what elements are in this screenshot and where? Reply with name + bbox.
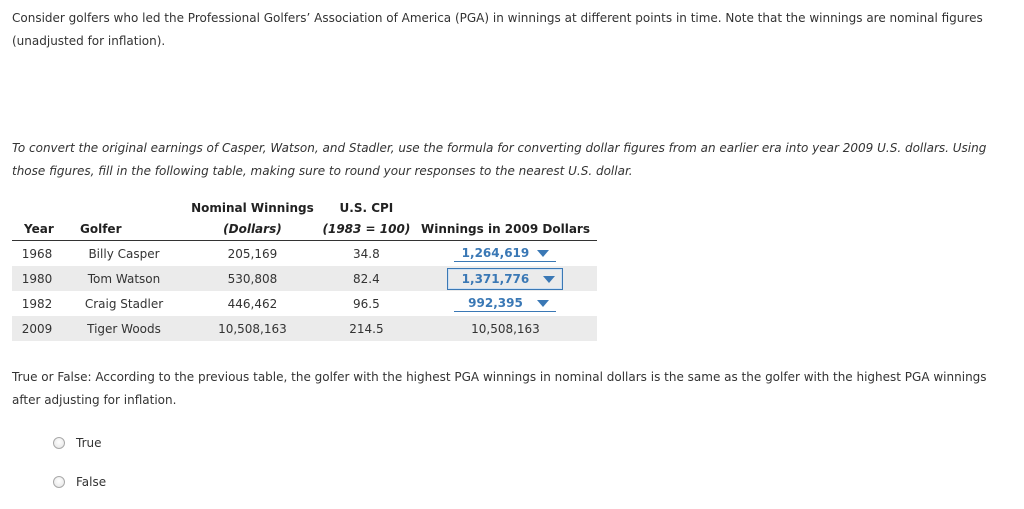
adjusted-dropdown-stadler[interactable] — [454, 295, 556, 312]
header-adjusted: Winnings in 2009 Dollars — [414, 218, 597, 241]
radio-true[interactable] — [53, 437, 65, 449]
intro-text: Consider golfers who led the Professional Golfers’ Association of America (PGA) in winnings at different points in time. Note that the winnings are nominal figures (unadjusted for inflation). — [12, 11, 983, 48]
adjusted-dropdown-casper[interactable] — [454, 245, 556, 262]
dropdown-value: 1,264,619 — [461, 246, 530, 260]
cell-year: 2009 — [12, 316, 62, 341]
adjusted-dropdown-watson[interactable] — [447, 268, 563, 290]
header-nominal: Nominal Winnings — [191, 200, 314, 215]
header-golfer: Golfer — [62, 218, 186, 241]
question-text: True or False: According to the previous table, the golfer with the highest PGA winnings in nominal dollars is the same as the golfer with the highest PGA winnings after adjusting for inflation. — [12, 370, 987, 407]
cell-cpi: 214.5 — [319, 316, 414, 341]
table-row — [12, 316, 597, 341]
option-false[interactable] — [53, 475, 106, 489]
cell-year: 1980 — [12, 266, 62, 291]
option-false-label: False — [76, 475, 107, 489]
cell-nominal: 10,508,163 — [186, 316, 319, 341]
cell-year: 1968 — [21, 246, 53, 261]
dropdown-value: 992,395 — [468, 296, 523, 310]
option-true[interactable] — [53, 436, 102, 450]
cell-golfer: Tom Watson — [62, 266, 186, 291]
cell-nominal: 530,808 — [186, 266, 319, 291]
chevron-down-icon — [543, 276, 555, 283]
instruction-text: To convert the original earnings of Casper, Watson, and Stadler, use the formula for converting dollar figures from an earlier era into year 2009 U.S. dollars. Using those figures, fill in the following table, making sure to round your responses to the nearest U.S. dollar. — [12, 141, 987, 178]
header-year: Year — [12, 218, 62, 241]
cell-nominal: 205,169 — [227, 246, 278, 261]
header-cpi-base: (1983 = 100) — [319, 218, 414, 241]
header-nominal-unit: (Dollars) — [186, 218, 319, 241]
cell-cpi: 34.8 — [353, 246, 380, 261]
radio-false[interactable] — [53, 476, 65, 488]
dropdown-value: 1,371,776 — [461, 271, 530, 286]
cell-nominal: 446,462 — [227, 296, 278, 311]
cell-adjusted: 10,508,163 — [414, 316, 597, 341]
option-true-label: True — [76, 436, 102, 450]
chevron-down-icon — [537, 300, 549, 307]
cell-cpi: 82.4 — [319, 266, 414, 291]
golfer-table — [12, 197, 597, 341]
table-row — [12, 291, 597, 316]
header-cpi: U.S. CPI — [339, 200, 394, 215]
cell-golfer: Tiger Woods — [62, 316, 186, 341]
cell-cpi: 96.5 — [353, 296, 380, 311]
chevron-down-icon — [537, 250, 549, 257]
table-row — [12, 266, 597, 291]
cell-golfer: Craig Stadler — [84, 296, 164, 311]
table-row — [12, 241, 597, 267]
cell-year: 1982 — [21, 296, 53, 311]
cell-golfer: Billy Casper — [88, 246, 160, 261]
